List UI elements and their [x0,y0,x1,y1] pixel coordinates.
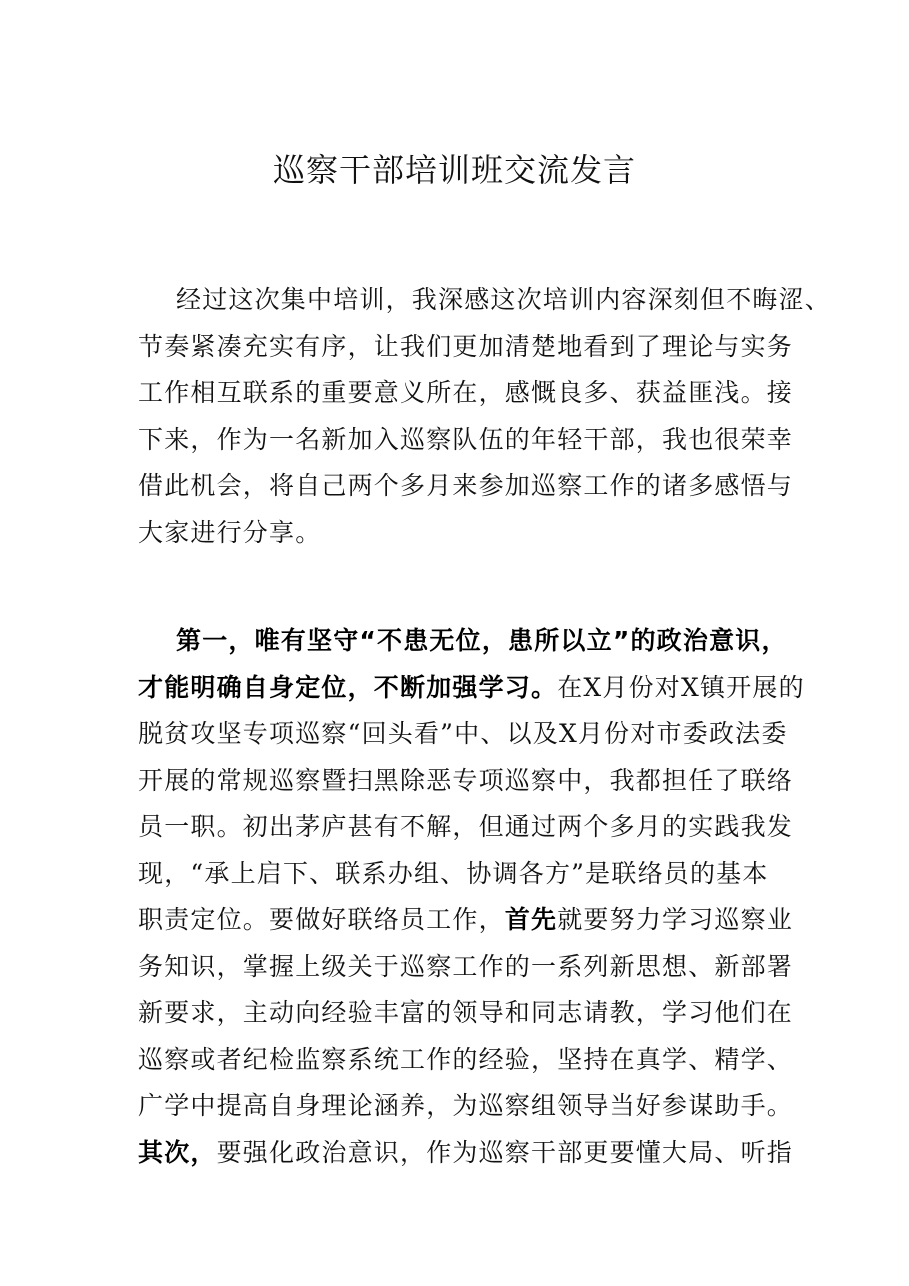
line-text: 就要努力学习巡察业 [557,905,794,934]
paragraph-line: 广学中提高自身理论涵养，为巡察组领导当好参谋助手。 [138,1091,794,1120]
paragraph-line [138,897,794,944]
document-title: 巡察干部培训班交流发言 [272,151,636,189]
paragraph-line: 新要求，主动向经验丰富的领导和同志请教，学习他们在 [138,998,794,1027]
paragraph-line: 开展的常规巡察暨扫黑除恶专项巡察中，我都担任了联络 [138,765,794,795]
bold-heading-text: 才能明确自身定位，不断加强学习。 [138,672,558,702]
paragraph-intro [138,277,832,556]
paragraph-line: 巡察或者纪检监察系统工作的经验，坚持在真学、精学、 [138,1044,794,1074]
line-text: 经过这次集中培训，我深感这次培训内容深刻但不晦涩、 [176,285,832,314]
paragraph-line: 下来，作为一名新加入巡察队伍的年轻干部，我也很荣幸 [138,424,794,454]
paragraph-line [138,1130,794,1177]
paragraph-line: 务知识，掌握上级关于巡察工作的一系列新思想、新部署 [138,951,794,981]
paragraph-line: 现，“承上启下、联系办组、协调各方”是联络员的基本 [138,858,769,888]
paragraph-line: 工作相互联系的重要意义所在，感慨良多、获益匪浅。接 [138,378,794,407]
paragraph-line [138,665,805,712]
line-text: 要强化政治意识，作为巡察干部更要懂大局、听指 [216,1137,794,1167]
paragraph-first-point [138,618,805,1176]
bold-keyword: 其次， [138,1137,217,1167]
paragraph-line: 节奏紧凑充实有序，让我们更加清楚地看到了理论与实务 [138,331,794,361]
line-text: 职责定位。要做好联络员工作， [138,905,505,934]
paragraph-line: 大家进行分享。 [138,517,322,547]
paragraph-line: 脱贫攻坚专项巡察“回头看”中、以及X月份对市委政法委 [138,719,788,748]
paragraph-line: 员一职。初出茅庐甚有不解，但通过两个多月的实践我发 [138,812,794,841]
paragraph-line: 借此机会，将自己两个多月来参加巡察工作的诸多感悟与 [138,471,794,500]
line-text: 在X月份对X镇开展的 [557,672,805,702]
paragraph-line [138,277,832,324]
bold-heading-text: 第一，唯有坚守“不患无位，患所以立”的政治意识， [176,626,788,655]
bold-keyword: 首先 [504,905,558,934]
paragraph-line [138,618,788,665]
